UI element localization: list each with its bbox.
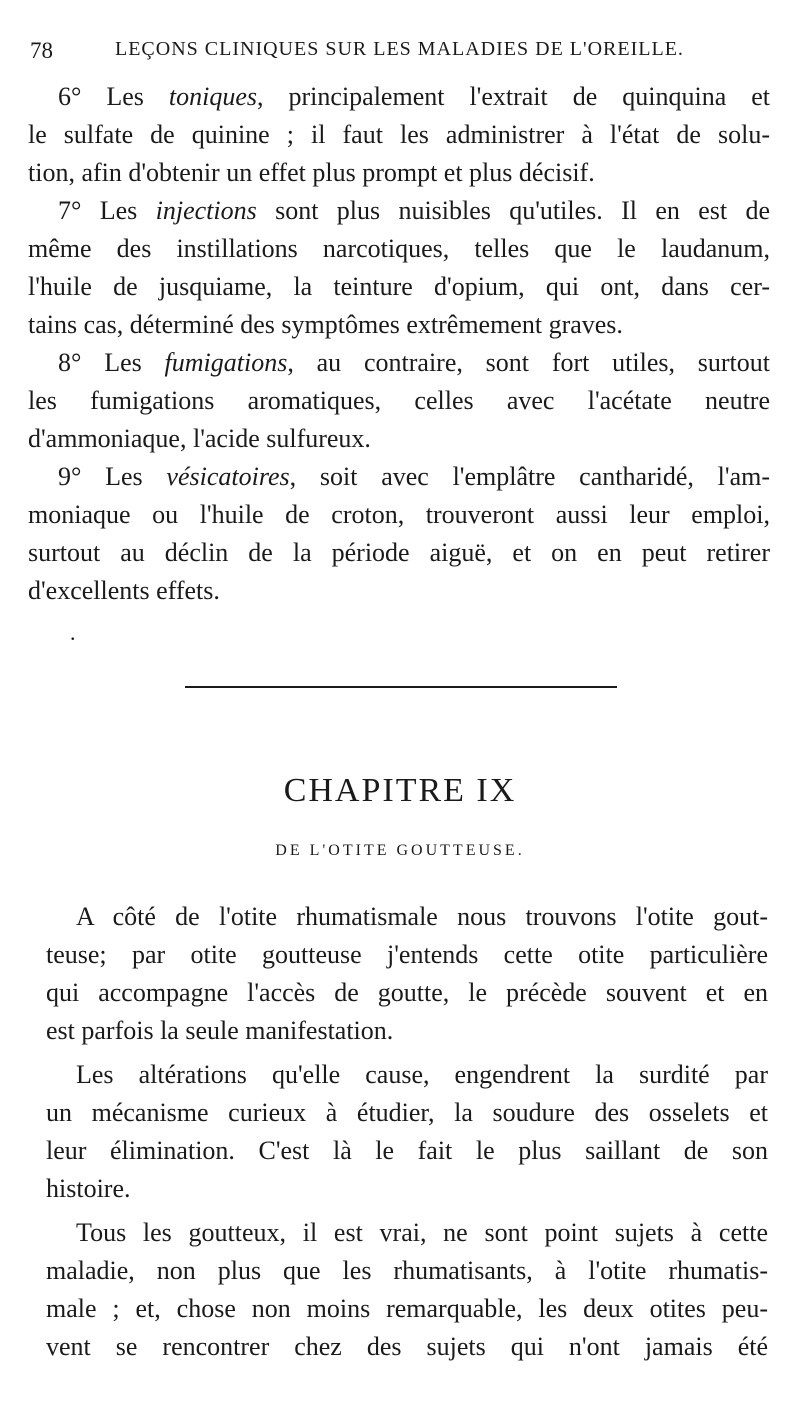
stray-dot: . [70,620,76,645]
page-number: 78 [30,38,53,63]
text-line: 7° Les injections sont plus nuisibles qu'utiles. Il en est de [58,196,770,225]
text-line: 8° Les fumigations, au contraire, sont fort utiles, surtout [58,348,771,377]
text-line: l'huile de jusquiame, la teinture d'opium, qui ont, dans cer- [28,272,770,301]
text-line: A côté de l'otite rhumatismale nous trouvons l'otite gout- [76,902,768,931]
remedies-list [28,78,770,610]
text-line: vent se rencontrer chez des sujets qui n'ont jamais été [46,1332,768,1361]
text-line: moniaque ou l'huile de croton, trouveront aussi leur emploi, [28,500,770,529]
emphasis-vesicatoires: vésicatoires [166,462,290,491]
text-line: teuse; par otite goutteuse j'entends cette otite particulière [46,940,768,969]
text-line: male ; et, chose non moins remarquable, les deux otites peu- [46,1294,768,1323]
text-line: Les altérations qu'elle cause, engendrent la surdité par [76,1060,768,1089]
text-line: maladie, non plus que les rhumatisants, à l'otite rhumatis- [46,1256,768,1285]
page-header [30,38,770,68]
chapter-body [46,898,768,1366]
section-divider [185,686,617,688]
text-line: même des instillations narcotiques, telles que le laudanum, [28,234,770,263]
text-line: surtout au déclin de la période aiguë, et on en peut retirer [28,538,770,567]
text-line: tion, afin d'obtenir un effet plus prompt et plus décisif. [28,158,595,187]
text-line: 6° Les toniques, principalement l'extrait de quinquina et [58,82,771,111]
text-line: les fumigations aromatiques, celles avec l'acétate neutre [28,386,770,415]
emphasis-fumigations: fumigations [164,348,288,377]
text-line: un mécanisme curieux à étudier, la soudure des osselets et [46,1098,768,1127]
text-line: leur élimination. C'est là le fait le plus saillant de son [46,1136,768,1165]
text-line: Tous les goutteux, il est vrai, ne sont point sujets à cette [76,1218,768,1247]
emphasis-injections: injections [155,196,257,225]
running-title: LEÇONS CLINIQUES SUR LES MALADIES DE L'OREILLE. [115,38,684,60]
text-line: d'ammoniaque, l'acide sulfureux. [28,424,371,453]
text-line: le sulfate de quinine ; il faut les administrer à l'état de solu- [28,120,770,149]
text-line: histoire. [46,1174,131,1203]
chapter-subtitle: DE L'OTITE GOUTTEUSE. [275,842,525,859]
text-line: d'excellents effets. [28,576,220,605]
text-line: tains cas, déterminé des symptômes extrêmement graves. [28,310,623,339]
text-line: 9° Les vésicatoires, soit avec l'emplâtre cantharidé, l'am- [58,462,771,491]
text-line: est parfois la seule manifestation. [46,1016,394,1045]
text-line: qui accompagne l'accès de goutte, le précède souvent et en [46,978,768,1007]
chapter-title: CHAPITRE IX [283,772,517,809]
emphasis-toniques: toniques [168,82,258,111]
